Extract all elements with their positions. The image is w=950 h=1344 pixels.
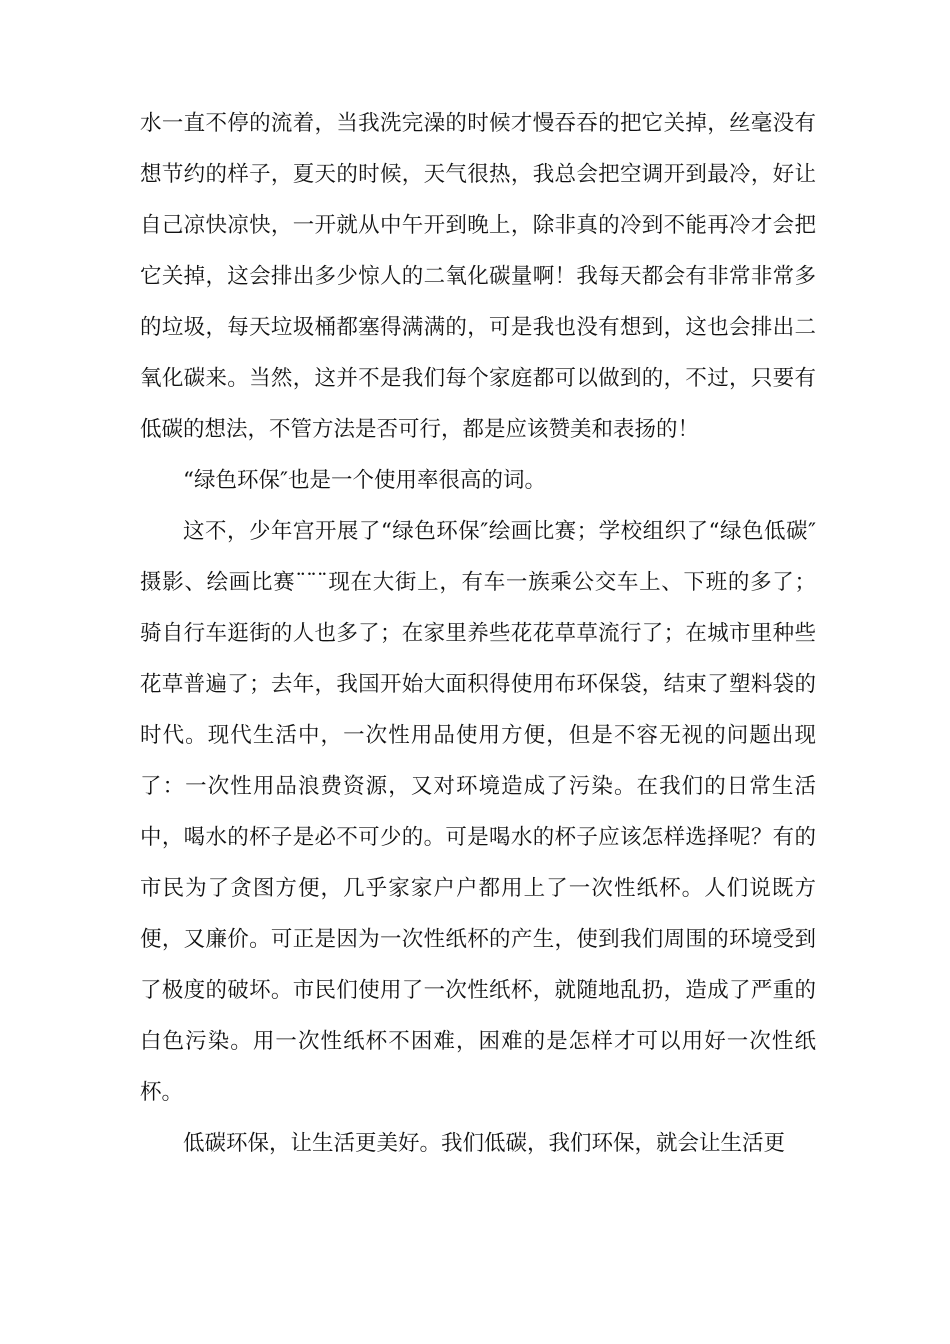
paragraph-continuation: 水一直不停的流着，当我洗完澡的时候才慢吞吞的把它关掉，丝毫没有想节约的样子，夏天的时候，天气很热，我总会把空调开到最冷，好让自己凉快凉快，一开就从中午开到晚上，除非真的冷到不能再冷才会把它关掉，这会排出多少惊人的二氧化碳量啊！我每天都会有非常非常多的垃圾，每天垃圾桶都塞得满满的，可是我也没有想到，这也会排出二氧化碳来。当然，这并不是我们每个家庭都可以做到的，不过，只要有低碳的想法，不管方法是否可行，都是应该赞美和表扬的！ bbox=[140, 111, 816, 442]
paragraph-conclusion: 低碳环保，让生活更美好。我们低碳，我们环保，就会让生活更 bbox=[183, 1131, 786, 1156]
paragraph-examples: 这不，少年宫开展了“绿色环保″绘画比赛；学校组织了“绿色低碳″摄影、绘画比赛¨¨¨现在大街上，有车一族乘公交车上、下班的多了；骑自行车逛街的人也多了；在家里养些花花草草流行了；在城市里种些花草普遍了；去年，我国开始大面积得使用布环保袋，结束了塑料袋的时代。现代生活中，一次性用品使用方便，但是不容无视的问题出现了：一次性用品浪费资源，又对环境造成了污染。在我们的日常生活中，喝水的杯子是必不可少的。可是喝水的杯子应该怎样选择呢？有的市民为了贪图方便，几乎家家户户都用上了一次性纸杯。人们说既方便，又廉价。可正是因为一次性纸杯的产生，使到我们周围的环境受到了极度的破坏。市民们使用了一次性纸杯，就随地乱扔，造成了严重的白色污染。用一次性纸杯不困难，困难的是怎样才可以用好一次性纸杯。 bbox=[140, 519, 816, 1105]
document-body bbox=[140, 98, 816, 1169]
paragraph-green-environment: “绿色环保″也是一个使用率很高的词。 bbox=[183, 468, 547, 493]
